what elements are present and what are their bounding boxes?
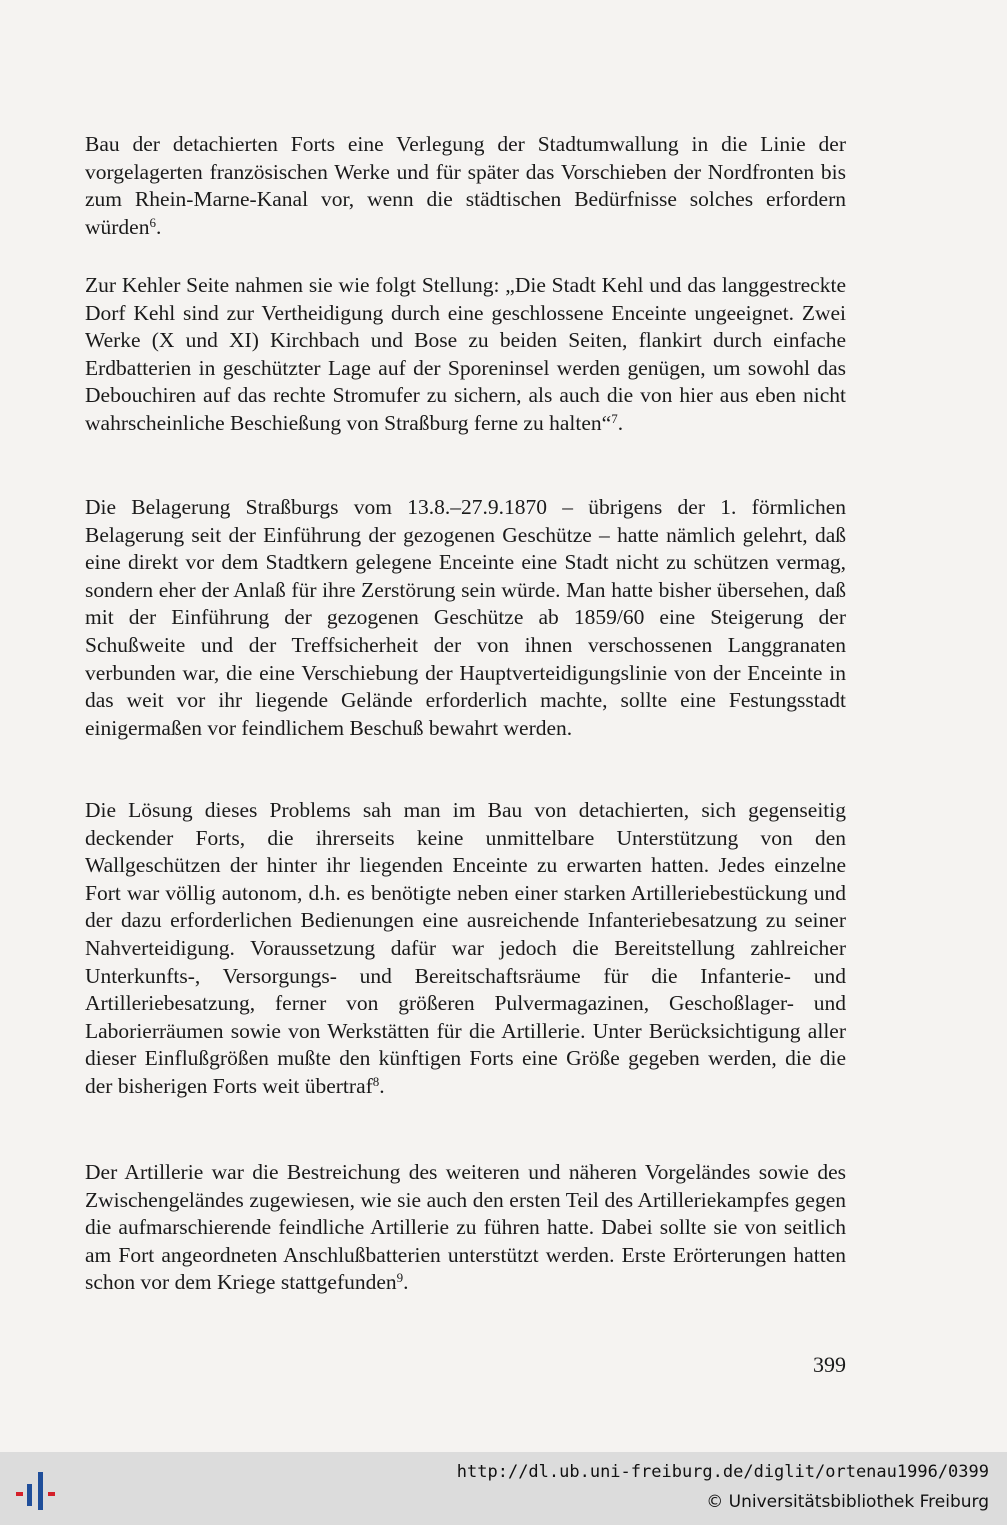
footnote-reference-9: 9 (396, 1270, 404, 1286)
paragraph-1-tail: . (155, 214, 162, 239)
copyright-notice: © Universitätsbibliothek Freiburg (706, 1492, 989, 1512)
paragraph-1-text: Bau der detachierten Forts eine Verlegung der Stadtumwallung in die Linie der vorgelagerten französischen Werke und für später das Vorschieben der Nordfronten bis zum Rhein-Marne-Kanal vor, wenn die städtischen Bedürfnisse solches erfordern würden (85, 132, 846, 239)
paragraph-5-text: Der Artillerie war die Bestreichung des weiteren und näheren Vorgeländes sowie des Zwischengeländes zugewiesen, wie sie auch den ersten Teil des Artilleriekampfes gegen die aufmarschierende feindliche Artillerie zu führen hatte. Dabei sollte sie von seitlich am Fort angeordneten Anschlußbatterien unterstützt werden. Erste Erörterungen hatten schon vor dem Kriege stattgefunden (85, 1160, 846, 1295)
paragraph-3 (85, 494, 846, 742)
paragraph-5 (85, 1159, 846, 1297)
page-number: 399 (813, 1352, 846, 1377)
footnote-reference-6: 6 (149, 214, 156, 230)
paragraph-4 (85, 797, 846, 1101)
paragraph-5-tail: . (403, 1270, 409, 1295)
footer-bar (0, 1452, 1007, 1525)
paragraph-2-text: Zur Kehler Seite nahmen sie wie folgt Stellung: „Die Stadt Kehl und das langgestreckte Dorf Kehl sind zur Vertheidigung durch eine geschlossene Enceinte ungeeignet. Zwei Werke (X und XI) Kirchbach und Bose zu beiden Seiten, flankirt durch einfache Erdbatterien in geschützter Lage auf der Sporeninsel werden genügen, um sowohl das Debouchiren auf das rechte Stromufer zu sichern, als auch die von hier aus eben nicht wahrscheinliche Beschießung von Straßburg ferne zu halten“ (85, 273, 846, 435)
paragraph-1 (85, 131, 846, 241)
ub-freiburg-logo-icon (12, 1466, 64, 1514)
paragraph-2-tail: . (617, 410, 624, 435)
paragraph-3-text: Die Belagerung Straßburgs vom 13.8.–27.9.1870 – übrigens der 1. förmlichen Belagerung seit der Einführung der gezogenen Geschütze – hatte nämlich gelehrt, daß eine direkt vor dem Stadtkern gelegene Enceinte eine Stadt nicht zu schützen vermag, sondern eher der Anlaß für ihre Zerstörung sein würde. Man hatte bisher übersehen, daß mit der Einführung der gezogenen Geschütze ab 1859/60 eine Steigerung der Schußweite und der Treffsicherheit der von ihnen verschossenen Langgranaten verbunden war, die eine Verschiebung der Hauptverteidigungslinie von der Enceinte in das weit vor ihr liegende Gelände erforderlich machte, sollte eine Festungsstadt einigermaßen vor feindlichem Beschuß bewahrt werden. (85, 495, 846, 740)
paragraph-4-text: Die Lösung dieses Problems sah man im Bau von detachierten, sich gegenseitig deckender Forts, die ihrerseits keine unmittelbare Unterstützung von den Wallgeschützen der hinter ihr liegenden Enceinte zu erwarten hatten. Jedes einzelne Fort war völlig autonom, d.h. es benötigte neben einer starken Artilleriebestückung und der dazu erforderlichen Bedienungen eine ausreichende Infanteriebesatzung zu seiner Nahverteidigung. Voraussetzung dafür war jedoch die Bereitstellung zahlreicher Unterkunfts-, Versorgungs- und Bereitschaftsräume für die Infanterie- und Artilleriebesatzung, ferner von größeren Pulvermagazinen, Geschoßlager- und Laborierräumen sowie von Werkstätten für die Artillerie. Unter Berücksichtigung aller dieser Einflußgrößen mußte den künftigen Forts eine Größe gegeben werden, die die der bisherigen Forts weit übertraf (85, 798, 846, 1098)
footnote-reference-7: 7 (611, 410, 618, 426)
footnote-reference-8: 8 (372, 1073, 380, 1089)
paragraph-4-tail: . (379, 1073, 385, 1098)
source-url-link[interactable]: http://dl.ub.uni-freiburg.de/diglit/ortenau1996/0399 (456, 1462, 989, 1482)
paragraph-2 (85, 272, 846, 438)
